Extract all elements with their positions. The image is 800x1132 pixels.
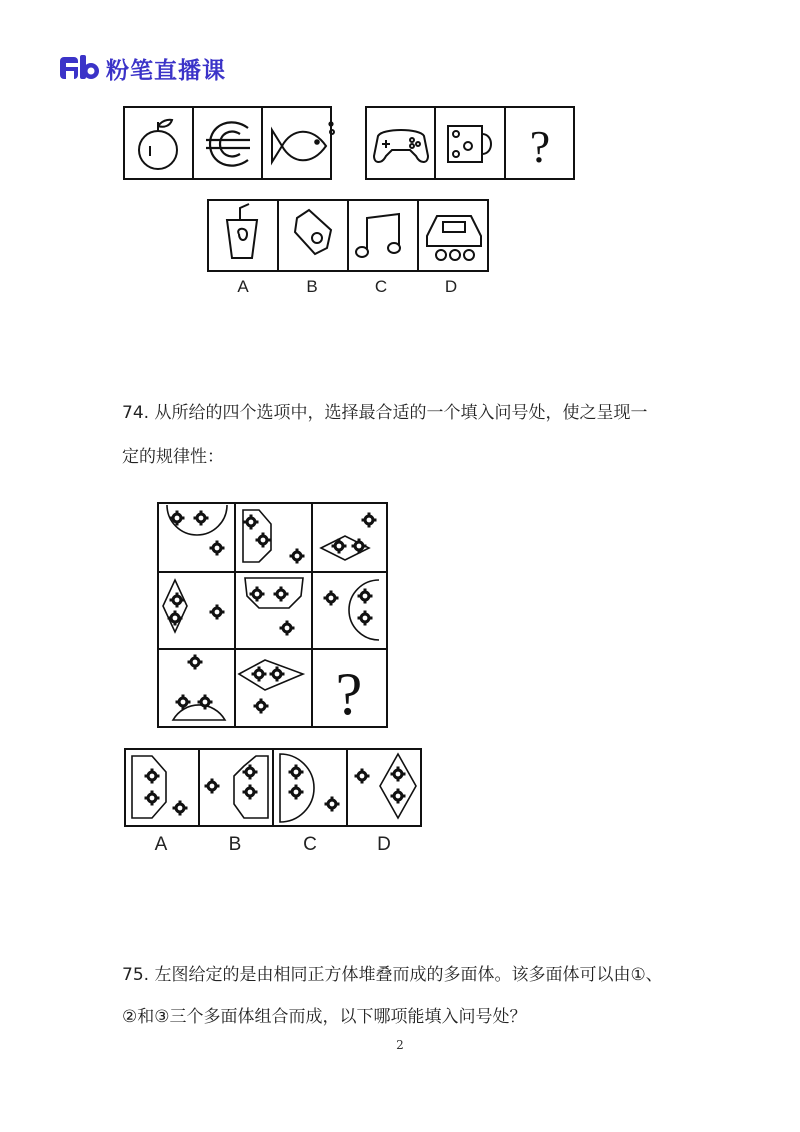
q73-option-label[interactable]: C (374, 277, 388, 296)
page-number: 2 (396, 1038, 404, 1052)
drink-cup-icon (227, 204, 257, 258)
brand-name: 粉笔直播课 (106, 57, 226, 84)
apple-icon (139, 120, 177, 169)
q74-option-label[interactable]: B (228, 834, 242, 855)
music-note-icon (356, 214, 400, 257)
q74-options-figure (122, 746, 424, 830)
q73-options-figure (205, 198, 495, 274)
q74-question-line1: 74. 从所给的四个选项中，选择最合适的一个填入问号处，使之呈现一 (122, 403, 648, 423)
fb-logo-icon (58, 53, 102, 83)
q74-option-label[interactable]: A (154, 834, 168, 855)
q73-option-label[interactable]: D (444, 277, 458, 296)
fish-icon (272, 122, 334, 162)
gamepad-icon (374, 130, 428, 162)
q73-option-label[interactable]: B (306, 277, 318, 296)
wrench-icon (295, 210, 331, 254)
q73-option-label[interactable]: A (237, 277, 249, 296)
q73-question-mark: ? (529, 121, 551, 172)
q74-option-label[interactable]: D (377, 834, 391, 855)
q74-question-mark: ? (335, 661, 363, 727)
q74-question-line2: 定的规律性： (122, 447, 224, 467)
q75-question-line1: 75. 左图给定的是由相同正方体堆叠而成的多面体。该多面体可以由①、 (122, 965, 663, 985)
q75-question-line2: ②和③三个多面体组合而成，以下哪项能填入问号处？ (122, 1007, 527, 1027)
euro-sign-icon (206, 122, 250, 165)
q73-sequence-figure (120, 104, 580, 184)
q74-option-label[interactable]: C (303, 834, 317, 855)
car-icon (427, 216, 481, 260)
q74-grid-figure (155, 500, 391, 730)
dice-mug-icon (448, 126, 491, 162)
brand-logo (58, 50, 226, 86)
